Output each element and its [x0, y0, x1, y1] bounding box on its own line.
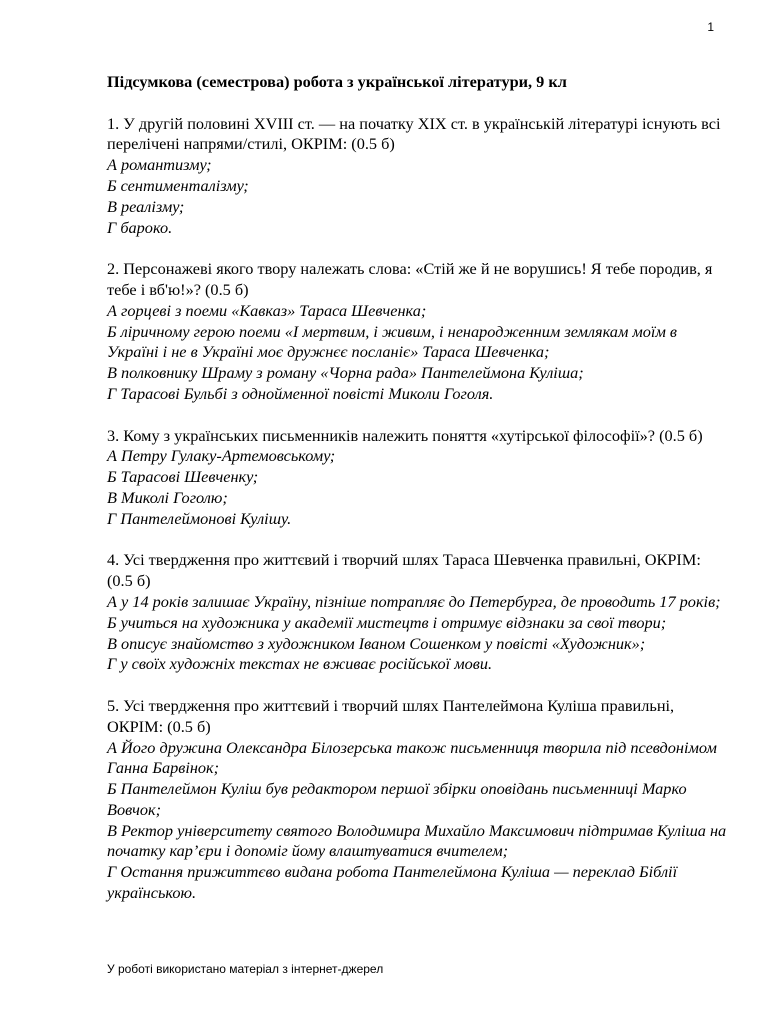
answer-option: Б учиться на художника у академії мистецтв і отримує відзнаки за свої твори;	[107, 612, 667, 632]
answer-option: Г у своїх художніх текстах не вживає російської мови.	[107, 654, 493, 674]
answer-options	[107, 592, 727, 675]
answer-option: Г Пантелеймонові Кулішу.	[107, 508, 292, 528]
answer-option: А Його дружина Олександра Білозерська також письменниця творила під псевдонімом Ганна Барвінок;	[107, 737, 717, 778]
question-text: 4. Усі твердження про життєвий і творчий шлях Тараса Шевченка правильні, ОКРІМ: (0.5 б)	[107, 550, 701, 591]
question-text: 5. Усі твердження про життєвий і творчий шлях Пантелеймона Куліша правильні, ОКРІМ: (0.5 б)	[107, 695, 675, 736]
answer-option: А романтизму;	[107, 155, 212, 175]
answer-option: А Петру Гулаку-Артемовському;	[107, 446, 336, 466]
answer-option: Б ліричному герою поеми «І мертвим, і живим, і ненародженним землякам моїм в Україні і не в Україні моє дружнєє посланіє» Тараса Шевченка;	[107, 321, 677, 362]
answer-option: Б сентименталізму;	[107, 175, 249, 195]
answer-option: Б Тарасові Шевченку;	[107, 467, 259, 487]
answer-option: В описує знайомство з художником Іваном Сошенком у повісті «Художник»;	[107, 633, 646, 653]
question-4	[107, 550, 727, 675]
question-text: 2. Персонажеві якого твору належать слова: «Стій же й не ворушись! Я тебе породив, я тебе і вб'ю!»? (0.5 б)	[107, 259, 713, 299]
question-text: 3. Кому з українських письменників належить поняття «хутірської філософії»? (0.5 б)	[107, 425, 703, 445]
page-number: 1	[707, 20, 714, 34]
answer-options	[107, 738, 727, 904]
answer-option: Г Тарасові Бульбі з однойменної повісті Миколи Гоголя.	[107, 383, 494, 403]
question-1	[107, 114, 727, 239]
answer-options	[107, 155, 727, 238]
answer-option: А горцеві з поеми «Кавказ» Тараса Шевченка;	[107, 300, 427, 320]
question-3	[107, 426, 727, 530]
answer-option: В Миколі Гоголю;	[107, 487, 228, 507]
answer-options	[107, 446, 727, 529]
answer-option: В полковнику Шраму з роману «Чорна рада» Пантелеймона Куліша;	[107, 363, 584, 383]
answer-option: В Ректор університету святого Володимира Михайло Максимович підтримав Куліша на початку кар’єри і допоміг йому влаштуватися вчителем;	[107, 820, 727, 861]
answer-option: Г бароко.	[107, 217, 173, 237]
document-title: Підсумкова (семестрова) робота з української літератури, 9 кл	[107, 72, 567, 91]
answer-option: Б Пантелеймон Куліш був редактором першої збірки оповідань письменниці Марко Вовчок;	[107, 779, 687, 819]
document-body	[107, 72, 727, 925]
answer-options	[107, 301, 727, 405]
question-5	[107, 696, 727, 904]
question-text: 1. У другій половині XVIII ст. — на початку XIX ст. в українській літературі існують всі перелічені напрями/стилі, ОКРІМ: (0.5 б)	[107, 113, 721, 154]
answer-option: Г Остання прижиттєво видана робота Пантелеймона Куліша — переклад Біблії українською.	[107, 862, 678, 903]
answer-option: А у 14 років залишає Україну, пізніше потрапляє до Петербурга, де проводить 17 років;	[107, 591, 721, 611]
footer-note: У роботі використано матеріал з інтернет-джерел	[107, 962, 384, 976]
answer-option: В реалізму;	[107, 196, 185, 216]
question-2	[107, 259, 727, 405]
